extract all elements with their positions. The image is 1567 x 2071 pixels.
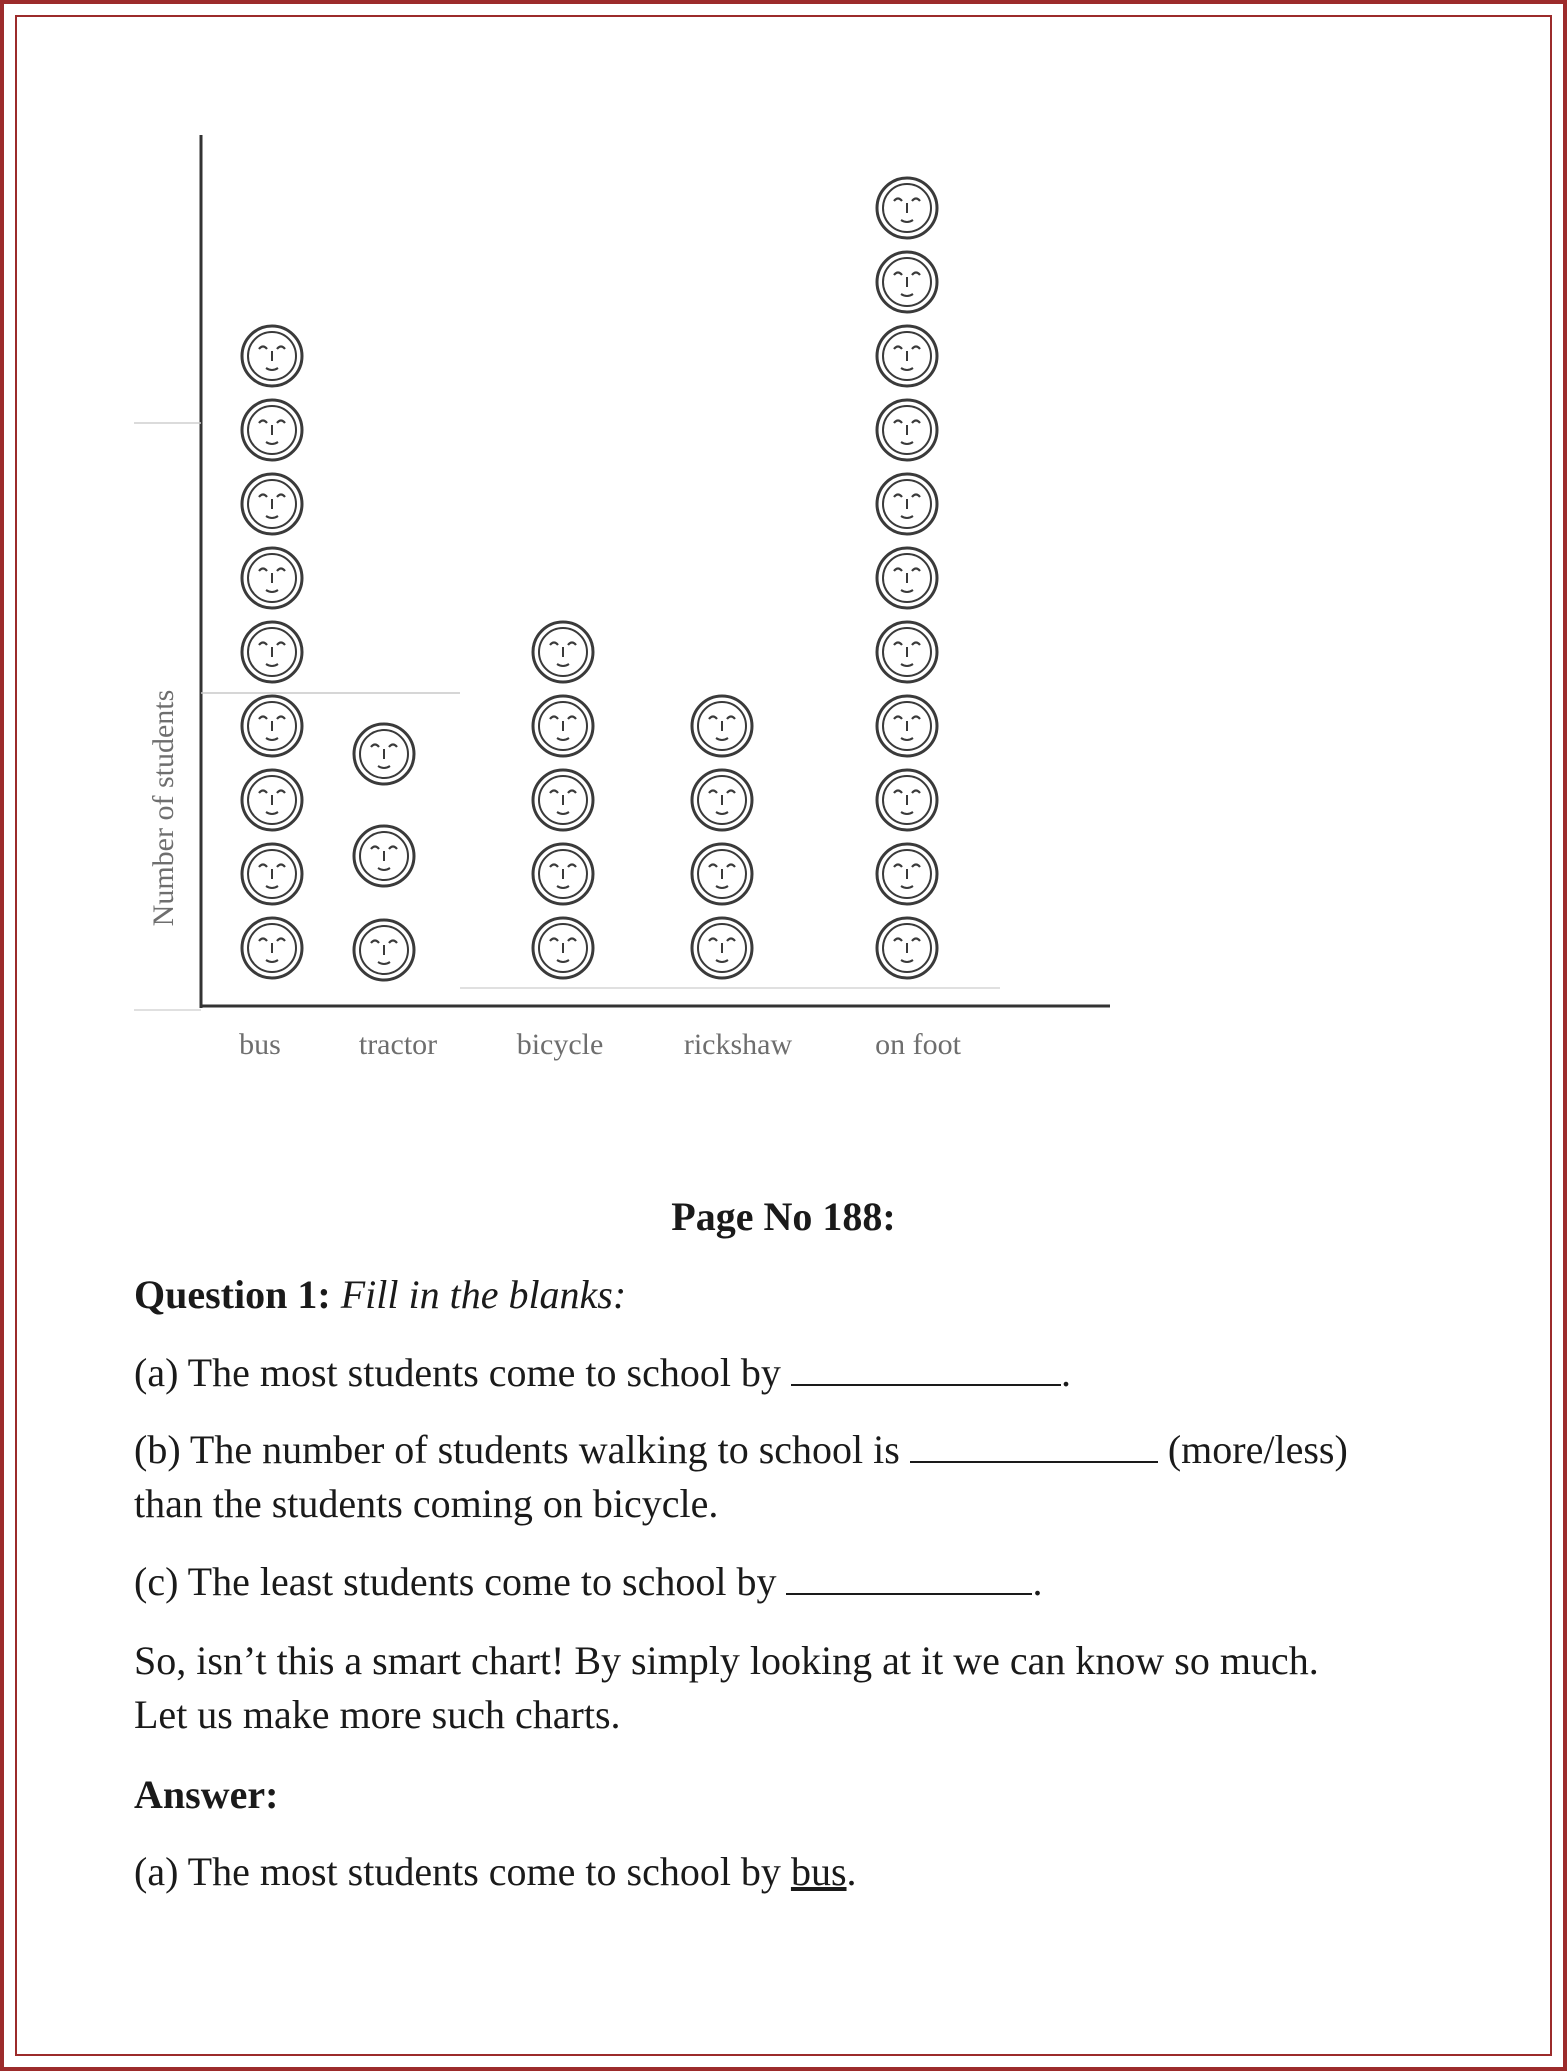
smiley-face-icon [877, 474, 937, 534]
answer-a-value: bus [790, 1849, 847, 1894]
x-tick-label: on foot [875, 1028, 961, 1061]
smiley-face-icon [877, 770, 937, 830]
smiley-face-icon [354, 920, 414, 980]
smiley-face-icon [877, 178, 937, 238]
blank-line [910, 1425, 1158, 1463]
question-b-after: (more/less) [1167, 1427, 1348, 1472]
page-number-heading: Page No 188: [671, 1194, 896, 1239]
smiley-face-icon [242, 770, 302, 830]
smiley-face-icon [877, 844, 937, 904]
x-tick-label: bicycle [516, 1028, 604, 1061]
smiley-face-icon [692, 696, 752, 756]
question-c-end: . [1032, 1559, 1043, 1604]
smiley-face-icon [692, 918, 752, 978]
smiley-face-icon [877, 918, 937, 978]
smiley-face-icon [533, 696, 593, 756]
chart-tick-labels [239, 1028, 961, 1061]
question-a [134, 1346, 1454, 1400]
question-note [134, 1634, 1454, 1742]
smiley-face-icon [354, 724, 414, 784]
question-c-text: (c) The least students come to school by [134, 1559, 777, 1604]
question-a-text: (a) The most students come to school by [134, 1350, 781, 1395]
smiley-face-icon [242, 622, 302, 682]
smiley-face-icon [533, 918, 593, 978]
smiley-face-icon [533, 622, 593, 682]
question-b [134, 1423, 1454, 1531]
smiley-face-icon [877, 326, 937, 386]
answer-label: Answer: [134, 1772, 279, 1817]
y-axis-label: Number of students [147, 689, 180, 927]
question-heading [134, 1268, 1454, 1322]
smiley-face-icon [242, 918, 302, 978]
smiley-face-icon [533, 844, 593, 904]
smiley-face-icon [692, 770, 752, 830]
smiley-face-icon [354, 826, 414, 886]
smiley-face-icon [877, 548, 937, 608]
smiley-face-icon [242, 400, 302, 460]
question-b-text: (b) The number of students walking to school is [134, 1427, 900, 1472]
question-label: Question 1: [134, 1272, 331, 1317]
x-tick-label: tractor [358, 1028, 438, 1061]
smiley-face-icon [242, 844, 302, 904]
question-a-end: . [1060, 1350, 1071, 1395]
answer-a-end: . [846, 1849, 857, 1894]
smiley-face-icon [877, 252, 937, 312]
answer-a [134, 1845, 1454, 1899]
x-tick-label: bus [239, 1028, 281, 1061]
chart-marks [242, 178, 937, 980]
smiley-face-icon [877, 400, 937, 460]
smiley-face-icon [877, 696, 937, 756]
x-tick-label: rickshaw [683, 1028, 793, 1061]
question-instruction: Fill in the blanks: [340, 1272, 627, 1317]
note-line-2: Let us make more such charts. [134, 1692, 621, 1737]
chart-axes [134, 135, 1110, 1010]
smiley-face-icon [533, 770, 593, 830]
smiley-face-icon [877, 622, 937, 682]
question-c [134, 1555, 1454, 1609]
smiley-face-icon [242, 548, 302, 608]
smiley-face-icon [242, 696, 302, 756]
smiley-face-icon [242, 326, 302, 386]
blank-line [786, 1557, 1032, 1595]
smiley-face-icon [692, 844, 752, 904]
answer-a-text: (a) The most students come to school by [134, 1849, 781, 1894]
note-line-1: So, isn’t this a smart chart! By simply looking at it we can know so much. [134, 1638, 1319, 1683]
blank-line [791, 1348, 1061, 1386]
question-b-line2: than the students coming on bicycle. [134, 1481, 719, 1526]
smiley-face-icon [242, 474, 302, 534]
answer-heading [134, 1768, 1454, 1822]
